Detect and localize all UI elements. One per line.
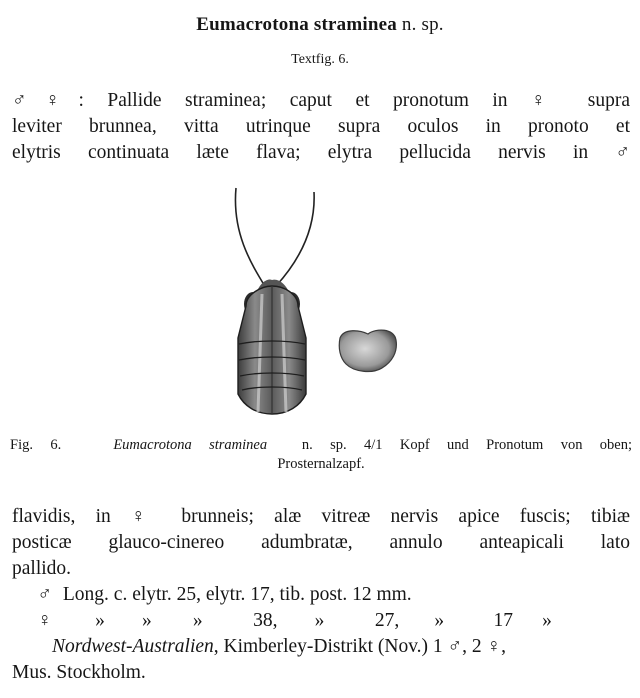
caption-species: Eumacrotona straminea — [113, 437, 268, 453]
ditto-mark: » — [314, 610, 325, 631]
museum-line: Mus. Stockholm. — [12, 662, 146, 683]
text-line: leviter brunnea, vitta utrinque supra oculos in pronoto et — [12, 116, 630, 137]
description-paragraph-2 — [12, 504, 630, 582]
measurement-female — [12, 608, 630, 634]
insect-head-pronotum-illustration — [0, 182, 640, 422]
male-measurements: Long. c. elytr. 25, elytr. 17, tib. post. 12 mm. — [62, 584, 412, 605]
textfig-label: Textfig. 6. — [291, 52, 349, 67]
text-line: posticæ glauco-cinereo adumbratæ, annulo anteapicali lato — [12, 532, 630, 553]
ditto-mark: » — [142, 610, 152, 631]
ditto-mark: » — [95, 610, 105, 631]
caption-line-1 — [10, 436, 632, 455]
text-line: flavidis, in ♀ brunneis; alæ vitreæ nervis apice fuscis; tibiæ — [12, 506, 630, 527]
locality-details: , Kimberley-Distrikt (Nov.) 1 ♂, 2 ♀, — [213, 636, 507, 657]
species-name: Eumacrotona straminea — [196, 14, 397, 35]
ditto-mark: » — [434, 610, 445, 631]
figure-6 — [0, 182, 640, 422]
new-species-suffix: n. sp. — [401, 14, 444, 35]
female-tibia-value: 17 — [493, 610, 513, 631]
text-line: pallido. — [12, 558, 72, 579]
caption-line-2: Prosternalzapf. — [277, 456, 365, 472]
caption-description: n. sp. 4/1 Kopf und Pronotum von oben; — [301, 437, 633, 453]
figure-caption — [10, 436, 632, 474]
caption-prefix: Fig. 6. — [10, 437, 62, 453]
female-symbol: ♀ — [37, 610, 52, 631]
text-line: elytris continuata læte flava; elytra pellucida nervis in ♂ — [12, 142, 630, 163]
locality-region: Nordwest-Australien — [52, 636, 214, 657]
ditto-mark: » — [192, 610, 203, 631]
female-elytra-length: 38, — [253, 610, 278, 631]
male-symbol: ♂ — [37, 584, 52, 605]
measurement-male — [12, 582, 630, 608]
text-line: ♂♀: Pallide straminea; caput et pronotum in ♀ supra — [12, 90, 630, 111]
locality-line — [12, 634, 630, 660]
species-title — [0, 14, 640, 36]
ditto-mark: » — [542, 610, 552, 631]
description-paragraph-1 — [12, 88, 630, 166]
female-elytr-value: 27, — [374, 610, 400, 631]
